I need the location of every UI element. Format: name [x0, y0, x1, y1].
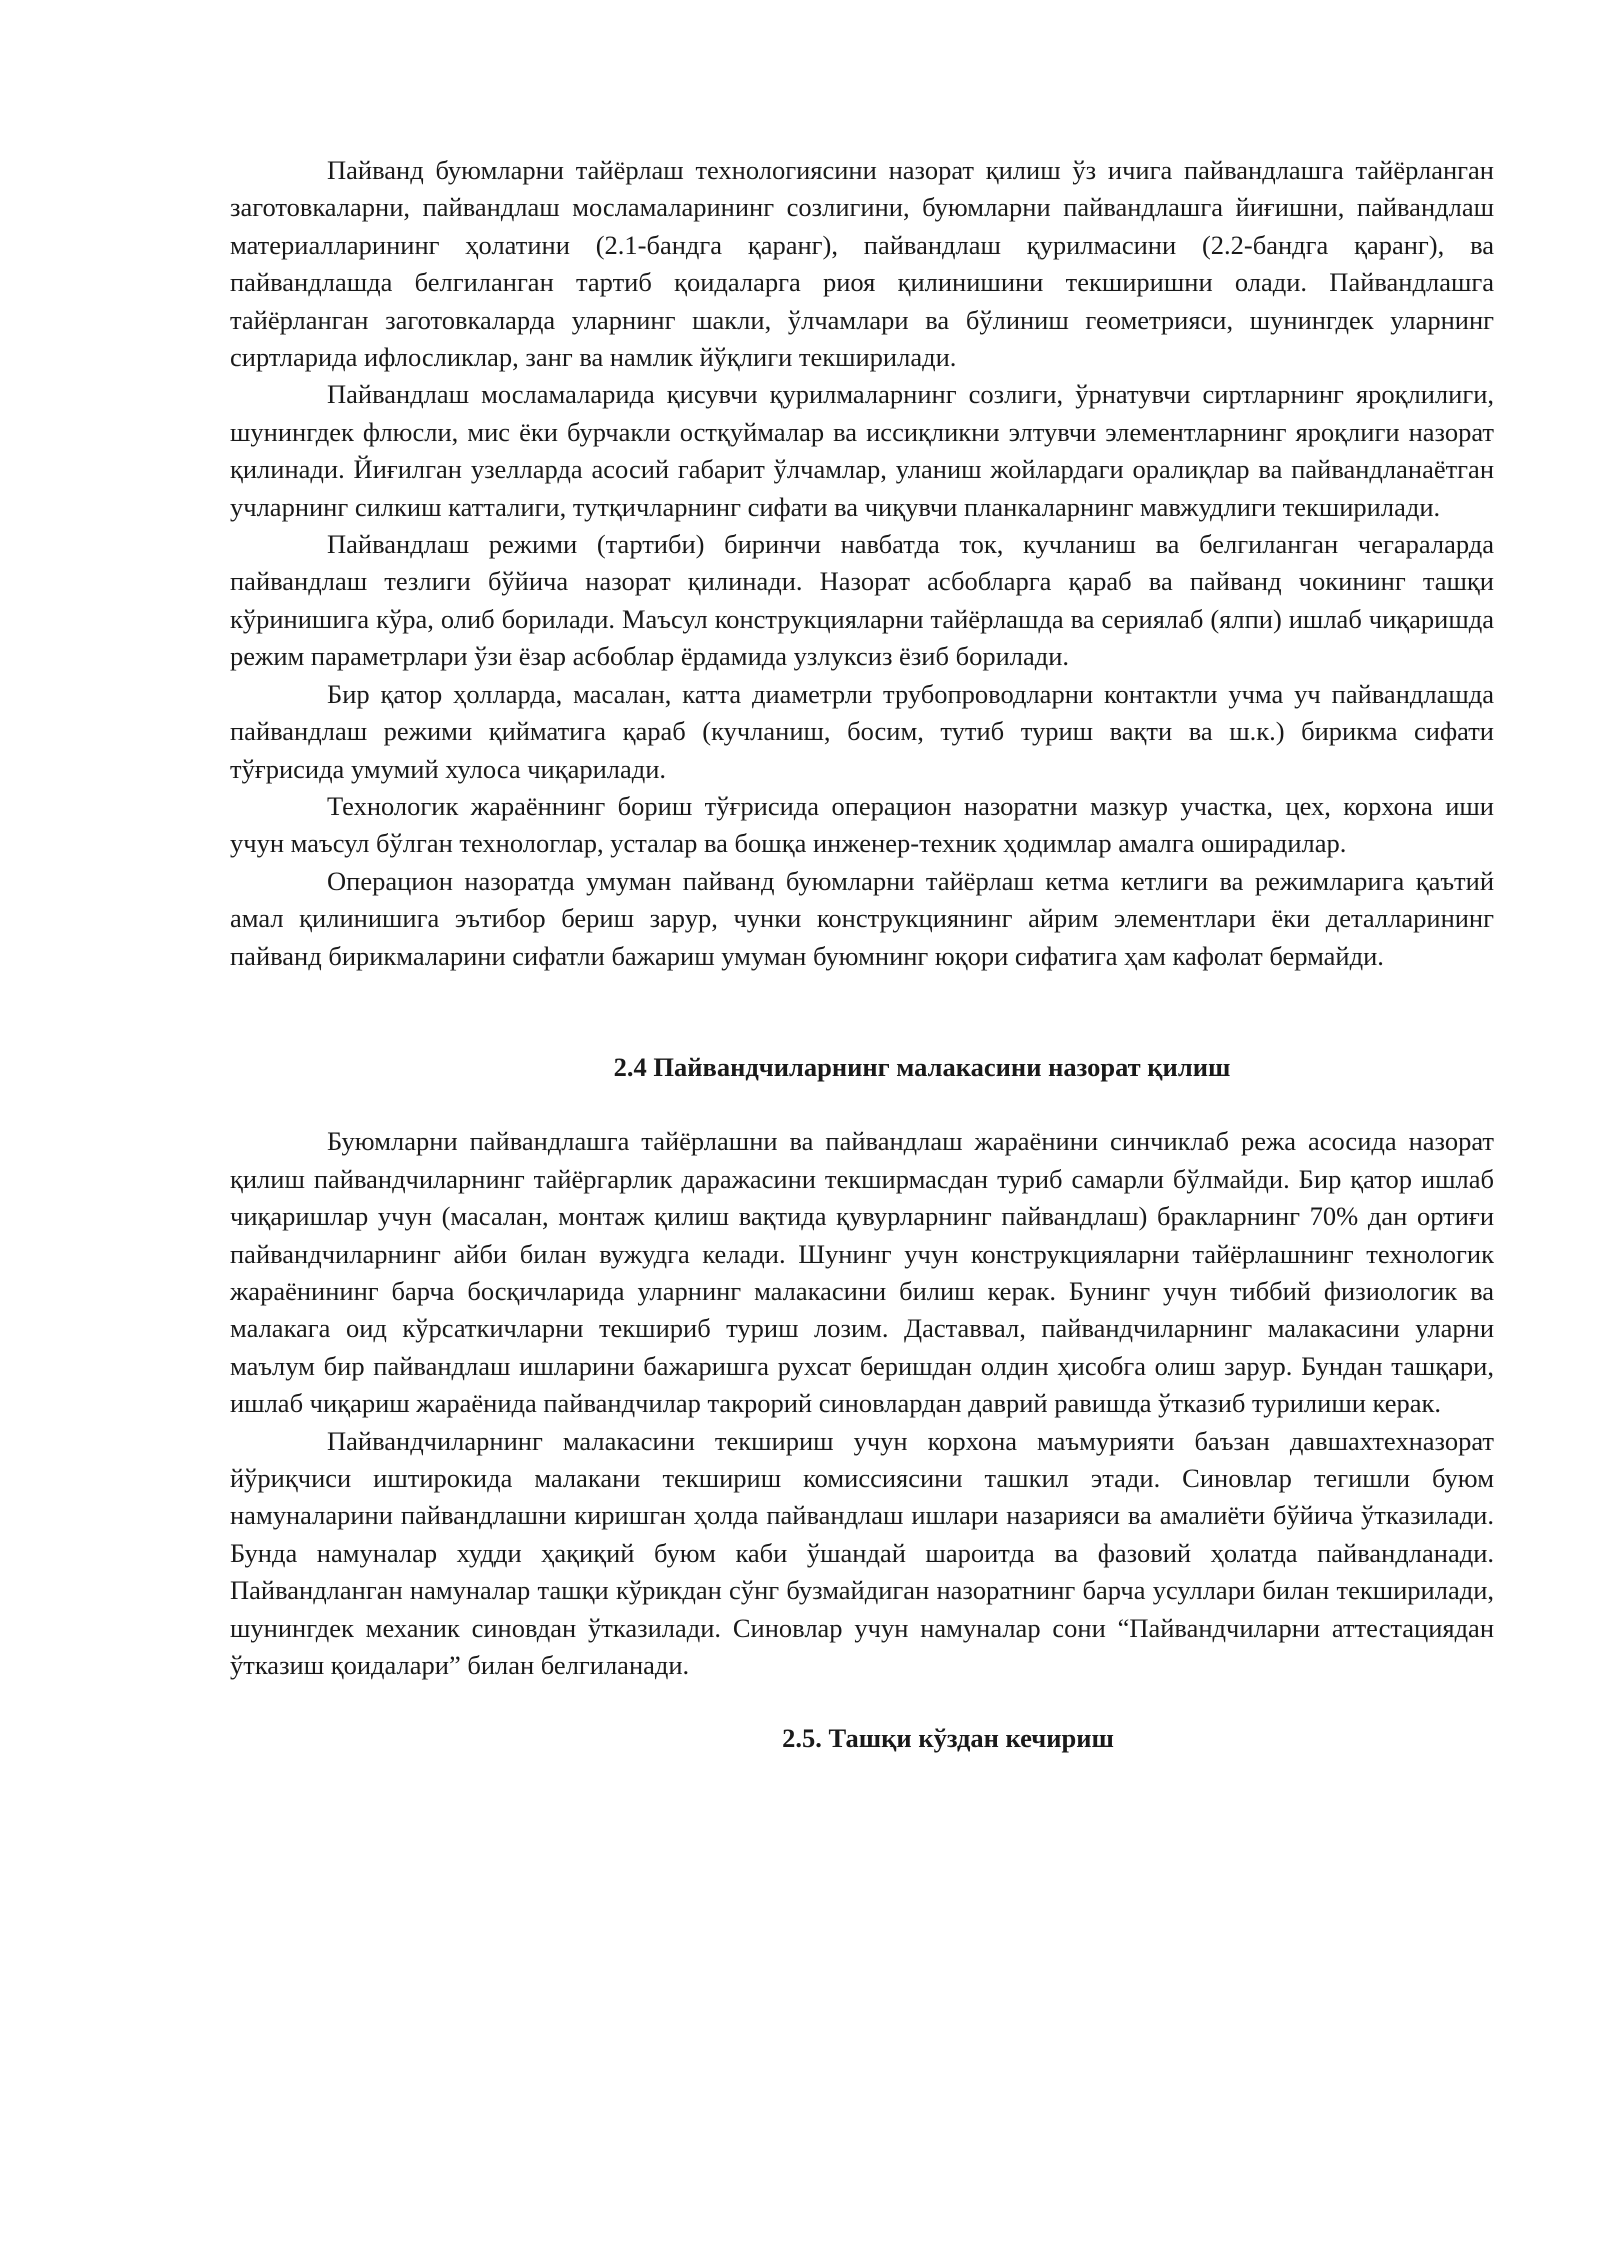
paragraph: Пайвандлаш режими (тартиби) биринчи навбатда ток, кучланиш ва белгиланган чегараларда пайвандлаш тезлиги бўйича назорат қилинади. Назорат асбобларга қараб ва пайванд чокининг ташқи кўринишига кўра, олиб борилади. Маъсул конструкцияларни тайёрлашда ва сериялаб (ялпи) ишлаб чиқаришда режим параметрлари ўзи ёзар асбоблар ёрдамида узлуксиз ёзиб борилади. [230, 529, 1494, 672]
paragraph: Операцион назоратда умуман пайванд буюмларни тайёрлаш кетма кетлиги ва режимларига қаътий амал қилинишига эътибор бериш зарур, чунки конструкциянинг айрим элементлари ёки деталларининг пайванд бирикмаларини сифатли бажариш умуман буюмнинг юқори сифатига ҳам кафолат бермайди. [230, 865, 1494, 971]
section-heading-2-4: 2.4 Пайвандчиларнинг малакасини назорат қилиш [613, 1051, 1231, 1082]
paragraph: Пайванд буюмларни тайёрлаш технологиясини назорат қилиш ўз ичига пайвандлашга тайёрланган заготовкаларни, пайвандлаш мосламаларининг созлигини, буюмларни пайвандлашга йиғишни, пайвандлаш материалларининг ҳолатини (2.1-бандга қаранг), пайвандлаш қурилмасини (2.2-бандга қаранг), ва пайвандлашда белгиланган тартиб қоидаларга риоя қилинишини текширишни олади. Пайвандлашга тайёрланган заготовкаларда уларнинг шакли, ўлчамлари ва бўлиниш геометрияси, шунингдек уларнинг сиртларида ифлосликлар, занг ва намлик йўқлиги текширилади. [230, 155, 1494, 373]
paragraph: Пайвандчиларнинг малакасини текшириш учун корхона маъмурияти баъзан давшахтехназорат йўриқчиси иштирокида малакани текшириш комиссиясини ташкил этади. Синовлар тегишли буюм намуналарини пайвандлашни киришган ҳолда пайвандлаш ишлари назарияси ва амалиёти бўйича ўтказилади. Бунда намуналар худди ҳақиқий буюм каби ўшандай шароитда ва фазовий ҳолатда пайвандланади. Пайвандланган намуналар ташқи кўрикдан сўнг бузмайдиган назоратнинг барча усуллари билан текширилади, шунингдек механик синовдан ўтказилади. Синовлар учун намуналар сони “Пайвандчиларни аттестациядан ўтказиш қоидалари” билан белгиланади. [230, 1425, 1494, 1681]
paragraph: Буюмларни пайвандлашга тайёрлашни ва пайвандлаш жараёнини синчиклаб режа асосида назорат қилиш пайвандчиларнинг тайёргарлик даражасини текширмасдан туриб самарли бўлмайди. Бир қатор ишлаб чиқаришлар учун (масалан, монтаж қилиш вақтида қувурларнинг пайвандлаш) бракларнинг 70% дан ортиғи пайвандчиларнинг айби билан вужудга келади. Шунинг учун конструкцияларни тайёрлашнинг технологик жараёнининг барча босқичларида уларнинг малакасини билиш керак. Бунинг учун тиббий физиологик ва малакага оид кўрсаткичларни текшириб туриш лозим. Даставвал, пайвандчиларнинг малакасини уларни маълум бир пайвандлаш ишларини бажаришга рухсат беришдан олдин ҳисобга олиш зарур. Бундан ташқари, ишлаб чиқариш жараёнида пайвандчилар такрорий синовлардан даврий равишда ўтказиб турилиши керак. [230, 1126, 1494, 1419]
paragraph: Пайвандлаш мосламаларида қисувчи қурилмаларнинг созлиги, ўрнатувчи сиртларнинг яроқлилиги, шунингдек флюсли, мис ёки бурчакли остқуймалар ва иссиқликни элтувчи элементларнинг яроқлиги назорат қилинади. Йиғилган узелларда асосий габарит ўлчамлар, уланиш жойлардаги оралиқлар ва пайвандланаётган учларнинг силкиш катталиги, тутқичларнинг сифати ва чиқувчи планкаларнинг мавжудлиги текширилади. [230, 379, 1494, 522]
section-heading-2-5: 2.5. Ташқи кўздан кечириш [782, 1723, 1114, 1754]
paragraph: Технологик жараённинг бориш тўғрисида операцион назоратни мазкур участка, цех, корхона иши учун маъсул бўлган технологлар, усталар ва бошқа инженер-техник ҳодимлар амалга оширадилар. [230, 790, 1494, 859]
document-page [230, 152, 1494, 1758]
paragraph: Бир қатор ҳолларда, масалан, катта диаметрли трубопроводларни контактли учма уч пайвандлашда пайвандлаш режими қийматига қараб (кучланиш, босим, тутиб туриш вақти ва ш.к.) бирикма сифати тўғрисида умумий хулоса чиқарилади. [230, 678, 1494, 784]
